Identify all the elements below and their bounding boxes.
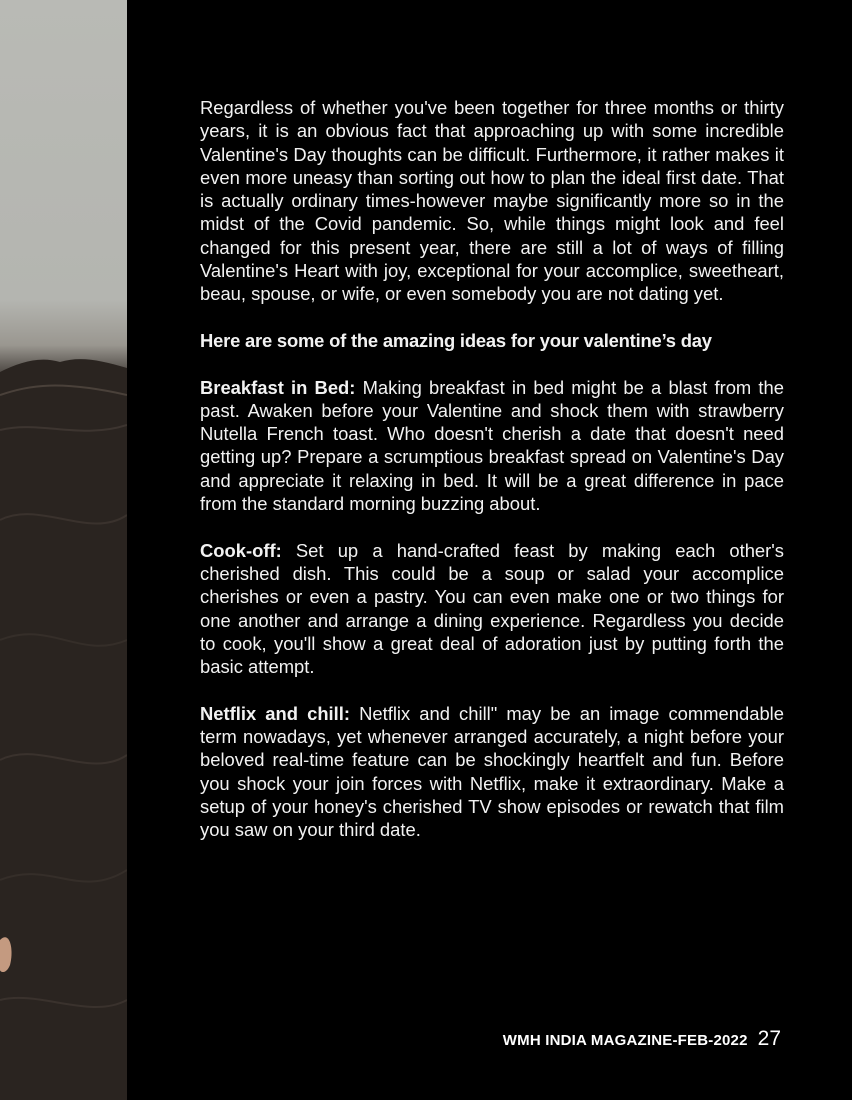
magazine-name: WMH INDIA MAGAZINE-FEB-2022 (502, 1032, 748, 1049)
idea-text: Netflix and chill" may be an image commendable term nowadays, yet whenever arranged accurately, a night before your beloved real-time feature can be shockingly heartfelt and fun. Before you shock your join forces with Netflix, make it extraordinary. Make a setup of your honey's cherished TV show episodes or rewatch that film you saw on your third date. (200, 702, 784, 841)
idea-title: Breakfast in Bed: (200, 376, 356, 398)
idea-text: Set up a hand-crafted feast by making each other's cherished dish. This could be a soup or salad your accomplice cherishes or even a pastry. You can even make one or two things for one another and arrange a dining experience. Regardless you decide to cook, you'll show a great deal of adoration just by putting forth the basic attempt. (200, 539, 784, 678)
intro-paragraph: Regardless of whether you've been together for three months or thirty years, it is an obvious fact that approaching up with some incredible Valentine's Day thoughts can be difficult. Furthermore, it rather makes it even more uneasy than sorting out how to plan the ideal first date. That is actually ordinary times-however maybe significantly more so in the midst of the Covid pandemic. So, while things might look and feel changed for this present year, there are still a lot of ways of filling Valentine's Heart with joy, exceptional for your accomplice, sweetheart, beau, spouse, or wife, or even somebody you are not dating yet. (200, 97, 784, 305)
page-number: 27 (757, 1027, 781, 1050)
ideas-heading: Here are some of the amazing ideas for your valentine’s day (200, 329, 712, 351)
idea-title: Netflix and chill: (200, 702, 350, 724)
hair-photo (0, 0, 127, 1100)
article-body (200, 96, 784, 842)
idea-paragraph (200, 539, 784, 679)
idea-text: Making breakfast in bed might be a blast from the past. Awaken before your Valentine and shock them with strawberry Nutella French toast. Who doesn't cherish a date that doesn't need getting up? Prepare a scrumptious breakfast spread on Valentine's Day and appreciate it relaxing in bed. It will be a great difference in pace from the standard morning buzzing about. (200, 376, 784, 515)
idea-paragraph (200, 376, 784, 516)
idea-paragraph (200, 702, 784, 842)
cover-photo-strip (0, 0, 127, 1100)
idea-title: Cook-off: (200, 539, 282, 561)
page-footer (503, 1027, 781, 1055)
